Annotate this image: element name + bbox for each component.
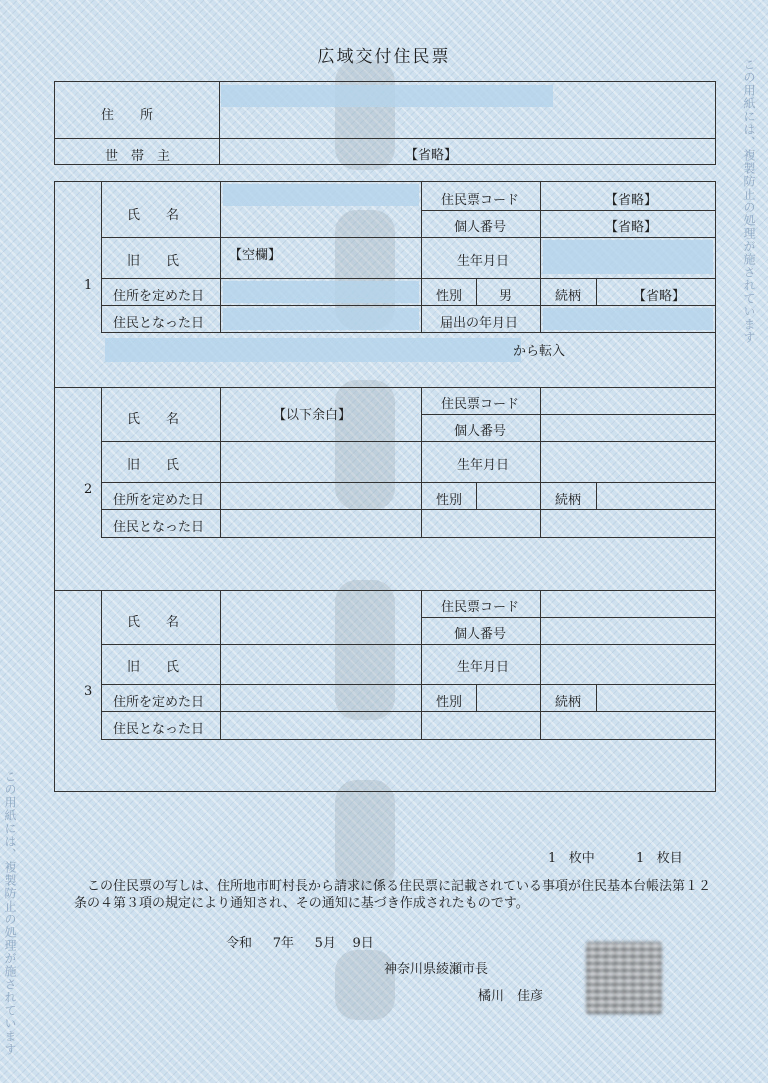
address-date-label: 住所を定めた日 xyxy=(113,695,205,710)
householder-label: 世 帯 主 xyxy=(105,149,171,164)
official-seal-blurred xyxy=(586,942,662,1014)
address-date-label: 住所を定めた日 xyxy=(113,289,205,304)
redacted-address xyxy=(221,85,553,107)
relation-label: 続柄 xyxy=(555,289,582,304)
name-label: 氏 名 xyxy=(127,412,180,427)
birth-label: 生年月日 xyxy=(457,254,510,269)
old-name-label: 旧 氏 xyxy=(127,254,180,269)
name-label: 氏 名 xyxy=(127,208,180,223)
document-title: 広域交付住民票 xyxy=(317,47,451,67)
redacted-name xyxy=(223,184,419,206)
code-label: 住民票コード xyxy=(441,600,520,615)
relation-value: 【省略】 xyxy=(633,289,686,304)
person-number: 2 xyxy=(84,482,93,497)
old-name-value: 【空欄】 xyxy=(229,248,282,263)
person-number: 1 xyxy=(84,278,93,293)
redacted-address-date xyxy=(223,281,419,303)
my-number-label: 個人番号 xyxy=(454,220,507,235)
householder-value: 【省略】 xyxy=(405,148,458,163)
relation-label: 続柄 xyxy=(555,695,582,710)
issue-date: 令和 7年 5月 9日 xyxy=(226,936,374,951)
moved-from-text: から転入 xyxy=(513,344,566,359)
my-number-label: 個人番号 xyxy=(454,627,507,642)
page-count: 1 枚中 1 枚目 xyxy=(548,851,683,866)
redacted-resident-date xyxy=(223,308,419,330)
issuer-name: 橘川 佳彦 xyxy=(478,989,544,1004)
redacted-notify-date xyxy=(543,308,713,330)
notify-date-label: 届出の年月日 xyxy=(440,316,519,331)
redacted-birth xyxy=(543,240,713,274)
copy-protection-note: この用紙には、複製防止の処理が施されています xyxy=(742,58,756,344)
certification-text: この住民票の写しは、住所地市町村長から請求に係る住民票に記載されている事項が住民基本台帳法第１２条の４第３項の規定により通知され、その通知に基づき作成されたものです。 xyxy=(74,879,712,911)
my-number-label: 個人番号 xyxy=(454,424,507,439)
old-name-label: 旧 氏 xyxy=(127,660,180,675)
issuer-office: 神奈川県綾瀬市長 xyxy=(384,962,489,977)
code-label: 住民票コード xyxy=(441,193,520,208)
gender-label: 性別 xyxy=(436,289,463,304)
code-label: 住民票コード xyxy=(441,397,520,412)
resident-date-label: 住民となった日 xyxy=(113,520,205,535)
gender-label: 性別 xyxy=(436,493,463,508)
birth-label: 生年月日 xyxy=(457,660,510,675)
header-table xyxy=(54,81,716,165)
resident-date-label: 住民となった日 xyxy=(113,722,205,737)
address-date-label: 住所を定めた日 xyxy=(113,493,205,508)
resident-table xyxy=(54,181,716,792)
birth-label: 生年月日 xyxy=(457,458,510,473)
name-label: 氏 名 xyxy=(127,615,180,630)
person-number: 3 xyxy=(84,684,93,699)
relation-label: 続柄 xyxy=(555,493,582,508)
name-value: 【以下余白】 xyxy=(273,408,352,423)
my-number-value: 【省略】 xyxy=(605,220,658,235)
resident-date-label: 住民となった日 xyxy=(113,316,205,331)
watermark-shape xyxy=(335,780,395,890)
old-name-label: 旧 氏 xyxy=(127,458,180,473)
gender-label: 性別 xyxy=(436,695,463,710)
copy-protection-note: この用紙には、複製防止の処理が施されています xyxy=(3,770,17,1056)
address-label: 住 所 xyxy=(101,108,154,123)
gender-value: 男 xyxy=(499,289,513,304)
redacted-previous-address xyxy=(105,338,521,362)
code-value: 【省略】 xyxy=(605,193,658,208)
